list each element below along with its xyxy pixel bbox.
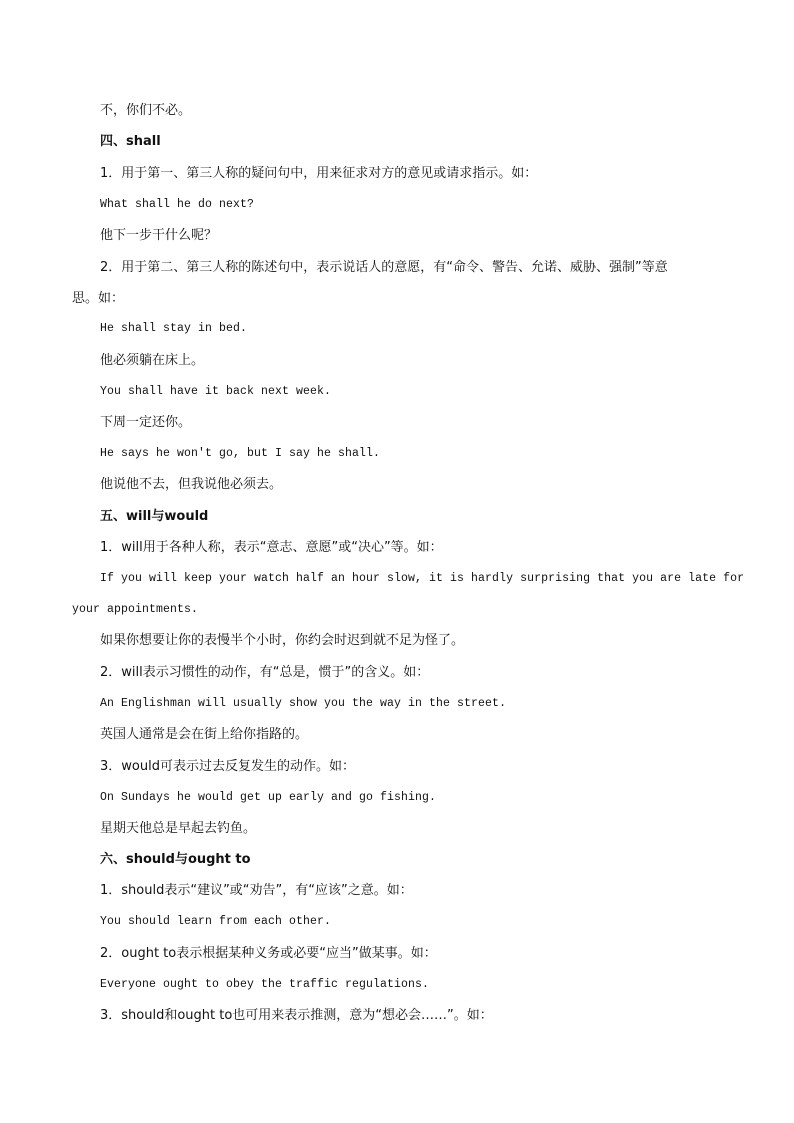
- rule-line: 1．should表示“建议”或“劝告”，有“应该”之意。如：: [100, 883, 413, 898]
- example-english: If you will keep your watch half an hour slow, it is hardly surprising that you are late for: [100, 572, 745, 585]
- example-english-continuation: your appointments.: [72, 603, 199, 616]
- example-english: Everyone ought to obey the traffic regulations.: [100, 978, 430, 991]
- answer-line: 不，你们不必。: [100, 103, 192, 118]
- section-heading-should-ought-to: 六、should与ought to: [100, 852, 251, 867]
- example-chinese: 英国人通常是会在街上给你指路的。: [100, 727, 309, 742]
- rule-line: 3．would可表示过去反复发生的动作。如：: [100, 759, 355, 774]
- section-heading-shall: 四、shall: [100, 134, 161, 149]
- section-heading-will-would: 五、will与would: [100, 509, 209, 524]
- example-english: You should learn from each other.: [100, 915, 332, 928]
- example-chinese: 他必须躺在床上。: [100, 353, 205, 368]
- rule-line: 1．will用于各种人称，表示“意志、意愿”或“决心”等。如：: [100, 540, 443, 555]
- example-english: On Sundays he would get up early and go fishing.: [100, 791, 437, 804]
- example-english: He shall stay in bed.: [100, 322, 248, 335]
- rule-line: 2．ought to表示根据某种义务或必要“应当”做某事。如：: [100, 946, 437, 961]
- rule-line: 3．should和ought to也可用来表示推测，意为“想必会……”。如：: [100, 1008, 493, 1023]
- rule-line-continuation: 思。如：: [72, 291, 125, 306]
- example-chinese: 星期天他总是早起去钓鱼。: [100, 821, 257, 836]
- rule-line: 2．will表示习惯性的动作，有“总是，惯于”的含义。如：: [100, 665, 430, 680]
- rule-line: 1．用于第一、第三人称的疑问句中，用来征求对方的意见或请求指示。如：: [100, 166, 538, 181]
- example-chinese: 如果你想要让你的表慢半个小时，你约会时迟到就不足为怪了。: [100, 633, 465, 648]
- example-english: You shall have it back next week.: [100, 385, 332, 398]
- example-chinese: 下周一定还你。: [100, 415, 192, 430]
- example-chinese: 他说他不去，但我说他必须去。: [100, 477, 283, 492]
- example-english: What shall he do next?: [100, 198, 255, 211]
- rule-line: 2．用于第二、第三人称的陈述句中，表示说话人的意愿，有“命令、警告、允诺、威胁、强制”等意: [100, 260, 668, 275]
- example-english: He says he won't go, but I say he shall.: [100, 447, 381, 460]
- example-chinese: 他下一步干什么呢？: [100, 228, 218, 243]
- example-english: An Englishman will usually show you the way in the street.: [100, 697, 507, 710]
